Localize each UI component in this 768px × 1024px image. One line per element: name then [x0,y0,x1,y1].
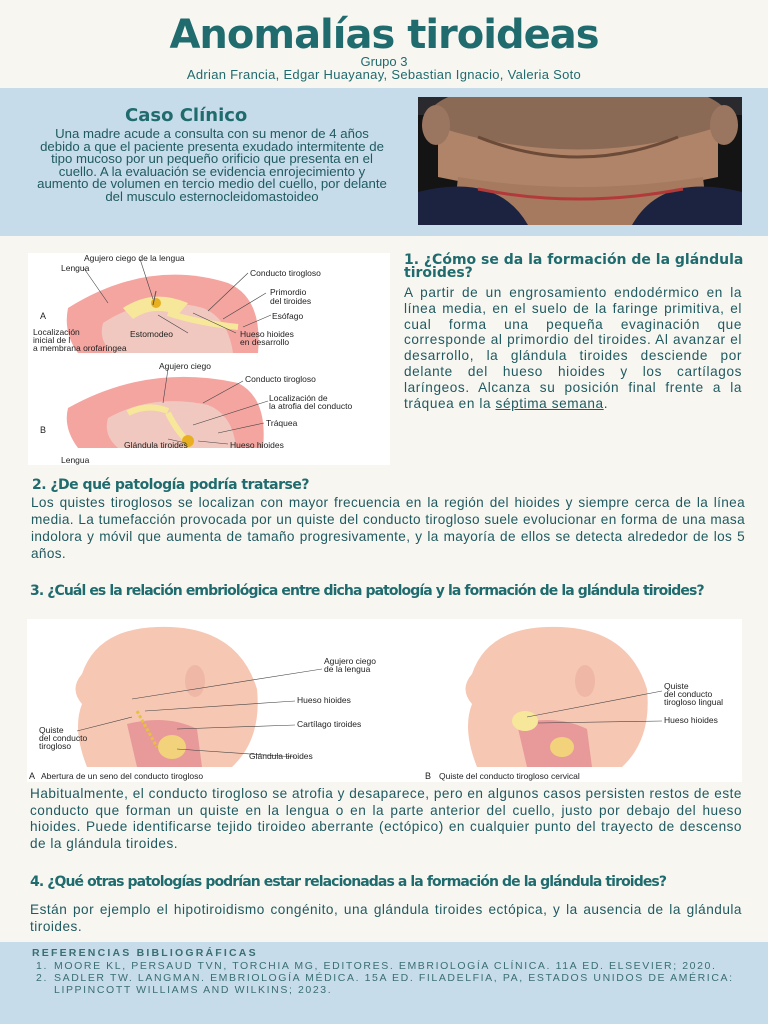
patient-neck-illustration [418,97,742,225]
reference-number: 1. [36,960,48,972]
figure1-label-a4: Esófago [272,311,304,321]
figure1-letter-a: A [40,311,47,321]
figure2-label-a2: Cartílago tiroides [297,719,362,729]
figure1-label-a1: Lengua [61,263,90,273]
answer-1-end: . [603,395,609,411]
figure1-label-b0: Agujero ciego [159,361,211,371]
figure2-caption-a: Abertura de un seno del conducto tirogloso [41,771,204,781]
figure1-label-a5: Localización inicial de l a membrana orofaríngea [33,327,127,353]
answer-4: Están por ejemplo el hipotiroidismo congénito, una glándula tiroides ectópica, y la ausencia de la glándula tiroides. [30,902,742,934]
figure1-label-b4: Glándula tiroides [124,440,188,450]
group-label: Grupo 3 [360,54,408,69]
figure2-label-a1: Hueso hioides [297,695,351,705]
references-title: REFERENCIAS BIBLIOGRÁFICAS [32,947,258,959]
figure1-label-a7: Hueso hioides en desarrollo [240,329,294,347]
figure2-label-a4: Glándula tiroides [249,751,313,761]
authors: Adrian Francia, Edgar Huayanay, Sebastian Ignacio, Valeria Soto [186,67,582,82]
figure2-caption-b: Quiste del conducto tirogloso cervical [439,771,580,781]
references-list [36,960,736,997]
figure2-label-b1: Hueso hioides [664,715,718,725]
reference-number: 2. [36,972,48,985]
thyroid-development-diagram [28,253,390,465]
reference-item [36,960,736,972]
figure1-label-a6: Estomodeo [130,329,173,339]
reference-text: MOORE KL, PERSAUD TVN, TORCHIA MG, EDITORES. EMBRIOLOGÍA CLÍNICA. 11A ED. ELSEVIER; 2020. [54,960,717,972]
page-title: Anomalías tiroideas [169,12,599,58]
answer-1-link[interactable]: séptima semana [495,395,604,411]
header [0,0,768,88]
figure2-label-a3: Quiste del conducto tirogloso [39,725,88,751]
answer-2: Los quistes tiroglosos se localizan con mayor frecuencia en la región del hioides y siempre cerca de la línea media. La tumefacción provocada por un quiste del conducto tirogloso suele evolucionar en forma de una masa indolora y móvil que aumenta de tamaño progresivamente, y la mayoría de ellos se detecta alrededor de los 5 años. [31,495,745,561]
thyroid-development-figure [28,253,390,465]
question-2: 2. ¿De qué patología podría tratarse? [32,477,309,493]
figure1-letter-b: B [40,425,47,435]
figure2-label-a0: Agujero ciego de la lengua [324,656,376,674]
figure1-label-b5: Hueso hioides [230,440,284,450]
figure1-label-b3: Tráquea [266,418,298,428]
figure1-label-b6: Lengua [61,455,90,465]
figure1-label-b2: Localización de la atrofia del conducto [269,393,353,411]
figure2-caption-b-letter: B [425,771,432,781]
figure2-label-b0: Quiste del conducto tirogloso lingual [664,681,724,707]
clinical-case-panel [0,88,768,236]
answer-1-text: A partir de un engrosamiento endodérmico en la línea media, en el suelo de la faringe primitiva, el cual forma una pequeña evaginación que corresponde al primordio del tiroides. Al avanzar el desarrollo, la glándula tiroides desciende por delante del hueso hioides y los cartílagos laríngeos. Alcanza su posición final frente a la tráquea en la [404,285,742,411]
answer-1 [404,285,742,411]
reference-item [36,972,736,996]
figure2-caption-a-letter: A [29,771,36,781]
reference-text: SADLER TW. LANGMAN. EMBRIOLOGÍA MÉDICA. 15A ED. FILADELFIA, PA, ESTADOS UNIDOS DE AMÉRICA: LIPPINCOTT WILLIAMS AND WILKINS; 2023. [54,972,734,997]
figure1-label-a0: Agujero ciego de la lengua [84,253,185,263]
figure1-label-a2: Conducto tirogloso [250,268,321,278]
patient-neck-photo [418,97,742,225]
thyroglossal-cyst-diagram [27,619,742,782]
thyroglossal-cyst-figure [27,619,742,782]
figure1-label-b1: Conducto tirogloso [245,374,316,384]
case-title: Caso Clínico [125,105,248,126]
figure1-label-a3: Primordio del tiroides [270,287,312,306]
question-4: 4. ¿Qué otras patologías podrían estar relacionadas a la formación de la glándula tiroides? [30,874,667,890]
references-panel [0,942,768,1024]
question-1: 1. ¿Cómo se da la formación de la glándula tiroides? [404,252,744,281]
answer-3: Habitualmente, el conducto tirogloso se atrofia y desaparece, pero en algunos casos persisten restos de este conducto que forman un quiste en la lengua o en la parte anterior del cuello, justo por debajo del hueso hioides. Puede identificarse tejido tiroideo aberrante (ectópico) en cualquier punto del trayecto de descenso de la glándula tiroides. [30,786,742,851]
case-text: Una madre acude a consulta con su menor de 4 años debido a que el paciente presenta exudado intermitente de tipo mucoso por un pequeño orificio que presenta en el cuello. A la evaluación se evidencia enrojecimiento y aumento de volumen en tercio medio del cuello, por delante del musculo esternocleidomastoideo [37,126,387,204]
question-3: 3. ¿Cuál es la relación embriológica entre dicha patología y la formación de la glándula tiroides? [30,583,704,599]
